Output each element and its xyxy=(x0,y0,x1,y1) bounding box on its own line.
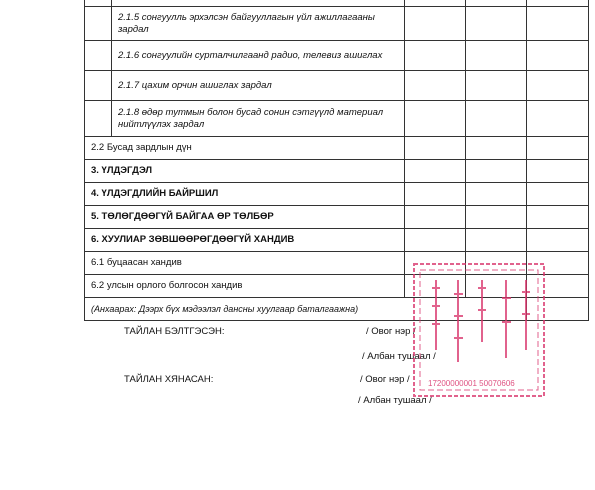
table-row xyxy=(85,182,589,205)
stamp-script-column-5 xyxy=(522,280,530,350)
table-row xyxy=(85,205,589,228)
row-2-2-label: 2.2 Бусад зардлын дүн xyxy=(85,136,405,159)
stamp-number: 17200000001 50070606 xyxy=(428,379,515,388)
reviewed-surname-label: / Овог нэр / xyxy=(360,374,410,385)
row-4-label: 4. ҮЛДЭГДЛИЙН БАЙРШИЛ xyxy=(85,182,405,205)
table-row xyxy=(85,70,589,100)
table-row xyxy=(85,228,589,251)
row-6-2-label: 6.2 улсын орлого болгосон хандив xyxy=(85,274,405,297)
stamp-script-column-1 xyxy=(432,280,440,350)
official-stamp xyxy=(410,258,550,403)
row-6-1-label: 6.1 буцаасан хандив xyxy=(85,251,405,274)
stamp-script-column-4 xyxy=(502,280,511,358)
prepared-by-label: ТАЙЛАН БЭЛТГЭСЭН: xyxy=(124,326,225,337)
note-text: (Анхаарах: Дээрх бүх мэдээлэл дансны хуулгаар баталгаажна) xyxy=(85,297,527,320)
table-row xyxy=(85,6,589,40)
reviewed-by-label: ТАЙЛАН ХЯНАСАН: xyxy=(124,374,214,385)
table-row xyxy=(85,159,589,182)
row-2-1-7-label: 2.1.7 цахим орчин ашиглах зардал xyxy=(112,70,405,100)
prepared-position-label: / Албан тушаал / xyxy=(362,351,436,362)
row-6-label: 6. ХУУЛИАР ЗӨВШӨӨРӨГДӨӨГҮЙ ХАНДИВ xyxy=(85,228,405,251)
row-2-1-5-label: 2.1.5 сонгуулль эрхэлсэн байгууллагын үйл ажиллагааны зардал xyxy=(112,6,405,40)
reviewed-position-label: / Албан тушаал / xyxy=(358,395,432,406)
prepared-surname-label: / Овог нэр / xyxy=(366,326,416,337)
stamp-script-column-2 xyxy=(454,280,463,362)
row-3-label: 3. ҮЛДЭГДЭЛ xyxy=(85,159,405,182)
row-2-1-6-label: 2.1.6 сонгуулийн сурталчилгаанд радио, телевиз ашиглах xyxy=(112,40,405,70)
stamp-border xyxy=(414,264,544,396)
table-row xyxy=(85,40,589,70)
row-2-1-8-label: 2.1.8 өдөр тутмын болон бусад сонин сэтгүүлд материал нийтлүүлэх зардал xyxy=(112,100,405,136)
table-row xyxy=(85,136,589,159)
row-5-label: 5. ТӨЛӨГДӨӨГҮЙ БАЙГАА ӨР ТӨЛБӨР xyxy=(85,205,405,228)
table-row xyxy=(85,100,589,136)
stamp-script-column-3 xyxy=(478,280,486,342)
